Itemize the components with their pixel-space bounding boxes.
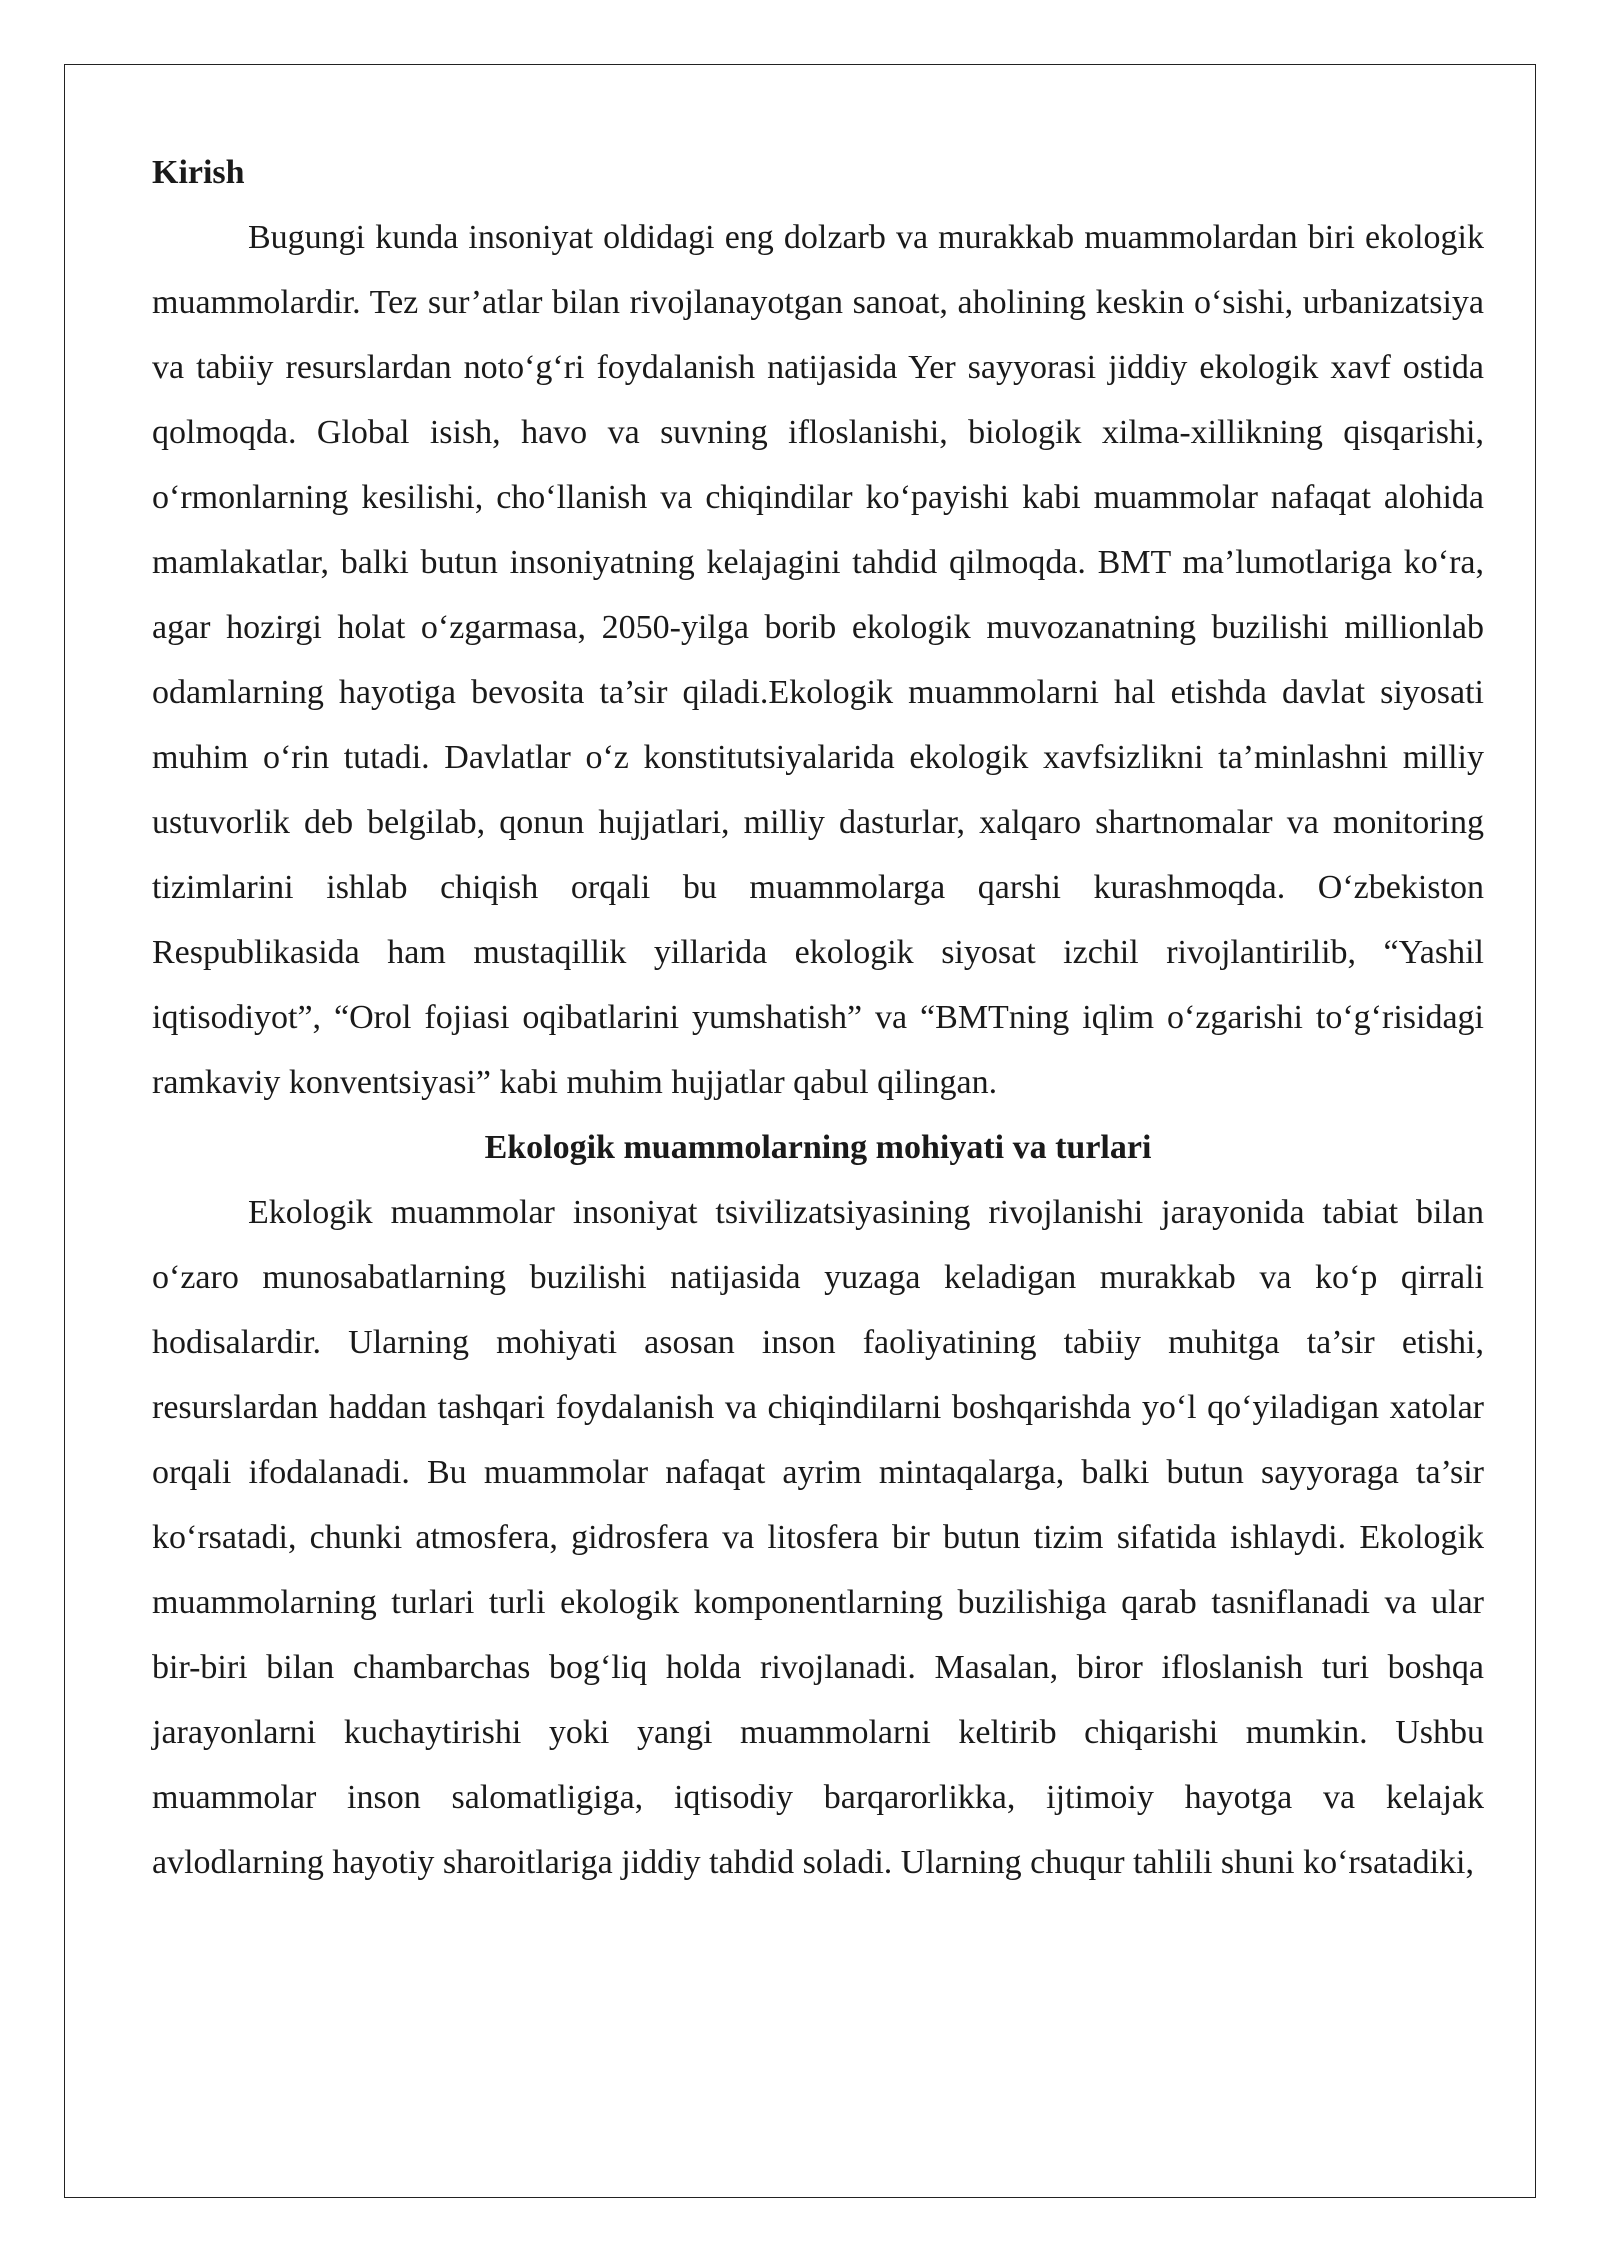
intro-paragraph: Bugungi kunda insoniyat oldidagi eng dolzarb va murakkab muammolardan biri ekologik muammolardir. Tez sur’atlar bilan rivojlanayotgan sanoat, aholining keskin o‘sishi, urbanizatsiya va tabiiy resurslardan noto‘g‘ri foydalanish natijasida Yer sayyorasi jiddiy ekologik xavf ostida qolmoqda. Global isish, havo va suvning ifloslanishi, biologik xilma-xillikning qisqarishi, o‘rmonlarning kesilishi, cho‘llanish va chiqindilar ko‘payishi kabi muammolar nafaqat alohida mamlakatlar, balki butun insoniyatning kelajagini tahdid qilmoqda. BMT ma’lumotlariga ko‘ra, agar hozirgi holat o‘zgarmasa, 2050-yilga borib ekologik muvozanatning buzilishi millionlab odamlarning hayotiga bevosita ta’sir qiladi.Ekologik muammolarni hal etishda davlat siyosati muhim o‘rin tutadi. Davlatlar o‘z konstitutsiyalarida ekologik xavfsizlikni ta’minlashni milliy ustuvorlik deb belgilab, qonun hujjatlari, milliy dasturlar, xalqaro shartnomalar va monitoring tizimlarini ishlab chiqish orqali bu muammolarga qarshi kurashmoqda. O‘zbekiston Respublikasida ham mustaqillik yillarida ekologik siyosat izchil rivojlantirilib, “Yashil iqtisodiyot”, “Orol fojiasi oqibatlarini yumshatish” va “BMTning iqlim o‘zgarishi to‘g‘risidagi ramkaviy konventsiyasi” kabi muhim hujjatlar qabul qilingan.: [152, 219, 1484, 1101]
document-body: [152, 140, 1484, 1895]
section-paragraph: Ekologik muammolar insoniyat tsivilizatsiyasining rivojlanishi jarayonida tabiat bilan o‘zaro munosabatlarning buzilishi natijasida yuzaga keladigan murakkab va ko‘p qirrali hodisalardir. Ularning mohiyati asosan inson faoliyatining tabiiy muhitga ta’sir etishi, resurslardan haddan tashqari foydalanish va chiqindilarni boshqarishda yo‘l qo‘yiladigan xatolar orqali ifodalanadi. Bu muammolar nafaqat ayrim mintaqalarga, balki butun sayyoraga ta’sir ko‘rsatadi, chunki atmosfera, gidrosfera va litosfera bir butun tizim sifatida ishlaydi. Ekologik muammolarning turlari turli ekologik komponentlarning buzilishiga qarab tasniflanadi va ular bir-biri bilan chambarchas bog‘liq holda rivojlanadi. Masalan, biror ifloslanish turi boshqa jarayonlarni kuchaytirishi yoki yangi muammolarni keltirib chiqarishi mumkin. Ushbu muammolar inson salomatligiga, iqtisodiy barqarorlikka, ijtimoiy hayotga va kelajak avlodlarning hayotiy sharoitlariga jiddiy tahdid soladi. Ularning chuqur tahlili shuni ko‘rsatadiki,: [152, 1194, 1484, 1881]
section-heading: Ekologik muammolarning mohiyati va turlari: [484, 1129, 1152, 1166]
intro-heading: Kirish: [152, 154, 245, 191]
